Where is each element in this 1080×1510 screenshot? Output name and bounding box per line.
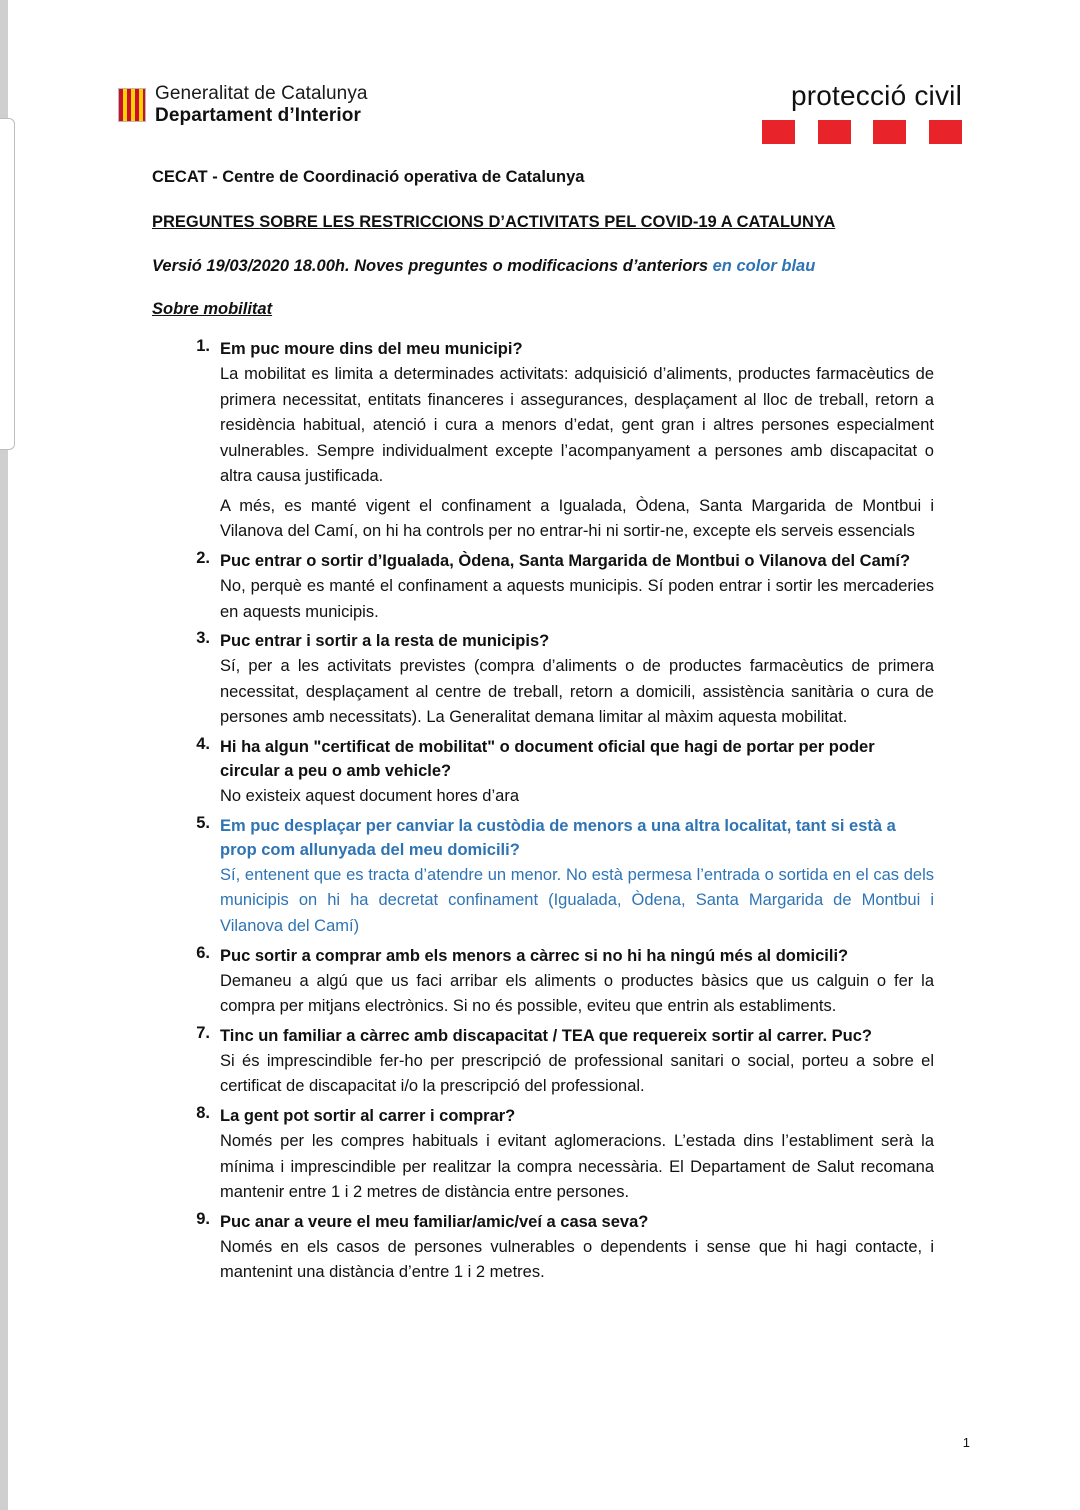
faq-item [152, 944, 934, 1020]
faq-question: Puc entrar o sortir d’Igualada, Òdena, Santa Margarida de Montbui o Vilanova del Camí? [220, 552, 911, 571]
faq-number: 8. [196, 1103, 210, 1122]
proteccio-civil-title: protecció civil [790, 80, 962, 111]
faq-item [152, 1024, 934, 1100]
faq-answer: Demaneu a algú que us faci arribar els aliments o productes bàsics que us calguin o fer la compra per mitjans electrònics. Si no és possible, eviteu que entrin als establiments. [220, 971, 934, 1016]
proteccio-civil-squares-icon [762, 120, 962, 144]
proteccio-civil-logo [762, 80, 962, 144]
faq-answer: La mobilitat es limita a determinades activitats: adquisició d’aliments, productes farmacèutics de primera necessitat, entitats financeres i assegurances, desplaçament al lloc de treball, retorn a residència habitual, atenció i cura a menors d’edat, gent gran i altres persones especialment vulnerables. Sempre individualment excepte l’acompanyament a persones amb discapacitat o altra causa justificada. [220, 365, 934, 486]
document-body [152, 168, 934, 1290]
department-name: Departament d’Interior [155, 104, 361, 126]
document-header [0, 0, 1080, 126]
faq-number: 3. [196, 629, 210, 648]
faq-answer: No, perquè es manté el confinament a aquests municipis. Sí poden entrar i sortir les mercaderies en aquests municipis. [220, 577, 934, 621]
faq-question: Hi ha algun "certificat de mobilitat" o document oficial que hagi de portar per poder circular a peu o amb vehicle? [220, 737, 875, 781]
faq-number: 1. [196, 337, 210, 355]
faq-item [152, 337, 934, 545]
faq-answer: Només en els casos de persones vulnerables o dependents i sense que hi hagi contacte, i mantenint una distància d’entre 1 i 2 metres. [220, 1237, 934, 1282]
faq-question: Em puc moure dins del meu municipi? [220, 340, 523, 358]
faq-question: Tinc un familiar a càrrec amb discapacitat / TEA que requereix sortir al carrer. Puc? [220, 1026, 873, 1045]
faq-answer: Sí, per a les activitats previstes (compra d’aliments o de productes farmacèutics de primera necessitat, desplaçament al centre de treball, retorn a domicili, assistència sanitària o cura de persones amb necessitats). La Generalitat demana limitar al màxim aquesta mobilitat. [220, 657, 934, 727]
faq-answer: No existeix aquest document hores d’ara [220, 787, 519, 806]
faq-item [152, 735, 934, 810]
cecat-heading: CECAT - Centre de Coordinació operativa de Catalunya [152, 168, 585, 186]
red-square-icon [762, 120, 795, 144]
generalitat-logo [118, 83, 368, 127]
version-highlight: en color blau [712, 257, 816, 275]
faq-question: Puc sortir a comprar amb els menors a càrrec si no hi ha ningú més al domicili? [220, 946, 849, 965]
generalitat-logo-text [155, 83, 368, 127]
catalonia-shield-icon [118, 88, 146, 122]
faq-answer: Si és imprescindible fer-ho per prescripció de professional sanitari o social, porteu a sobre el certificat de discapacitat i/o la prescripció del professional. [220, 1051, 934, 1096]
faq-answer-continued: A més, es manté vigent el confinament a Igualada, Òdena, Santa Margarida de Montbui i Vilanova del Camí, on hi ha controls per no entrar-hi ni sortir-ne, excepte els serveis essencials [220, 496, 934, 541]
version-text: Versió 19/03/2020 18.00h. Noves preguntes o modificacions d’anteriors [152, 257, 709, 275]
faq-item [152, 629, 934, 731]
faq-item [152, 1210, 934, 1286]
page-title: PREGUNTES SOBRE LES RESTRICCIONS D’ACTIVITATS PEL COVID-19 A CATALUNYA [152, 213, 836, 231]
red-square-icon [818, 120, 851, 144]
faq-answer: Sí, entenent que es tracta d’atendre un menor. No està permesa l’entrada o sortida en el cas dels municipis on hi ha decretat confinament (Igualada, Òdena, Santa Margarida de Montbui i Vilanova del Camí) [220, 865, 934, 935]
version-line [152, 257, 934, 276]
faq-number: 9. [196, 1209, 210, 1228]
faq-number: 5. [196, 813, 210, 832]
faq-item [152, 1104, 934, 1206]
page-number: 1 [962, 1435, 970, 1450]
faq-number: 6. [196, 943, 210, 962]
faq-number: 7. [196, 1023, 210, 1042]
red-square-icon [873, 120, 906, 144]
faq-number: 2. [196, 549, 210, 568]
faq-item [152, 549, 934, 625]
generalitat-name: Generalitat de Catalunya [155, 83, 368, 104]
faq-item-new [152, 814, 934, 940]
faq-answer: Només per les compres habituals i evitant aglomeracions. L’estada dins l’establiment serà la mínima i imprescindible per realitzar la compra necessària. El Departament de Salut recomana mantenir entre 1 i 2 metres de distància entre persones. [220, 1132, 934, 1202]
faq-question: La gent pot sortir al carrer i comprar? [220, 1106, 516, 1125]
faq-number: 4. [196, 734, 210, 753]
faq-question: Puc entrar i sortir a la resta de municipis? [220, 632, 550, 651]
faq-list [152, 337, 934, 1286]
faq-question: Puc anar a veure el meu familiar/amic/veí a casa seva? [220, 1212, 649, 1231]
faq-question: Em puc desplaçar per canviar la custòdia de menors a una altra localitat, tant si està a prop com allunyada del meu domicili? [220, 816, 896, 859]
section-title: Sobre mobilitat [152, 300, 273, 318]
red-square-icon [929, 120, 962, 144]
